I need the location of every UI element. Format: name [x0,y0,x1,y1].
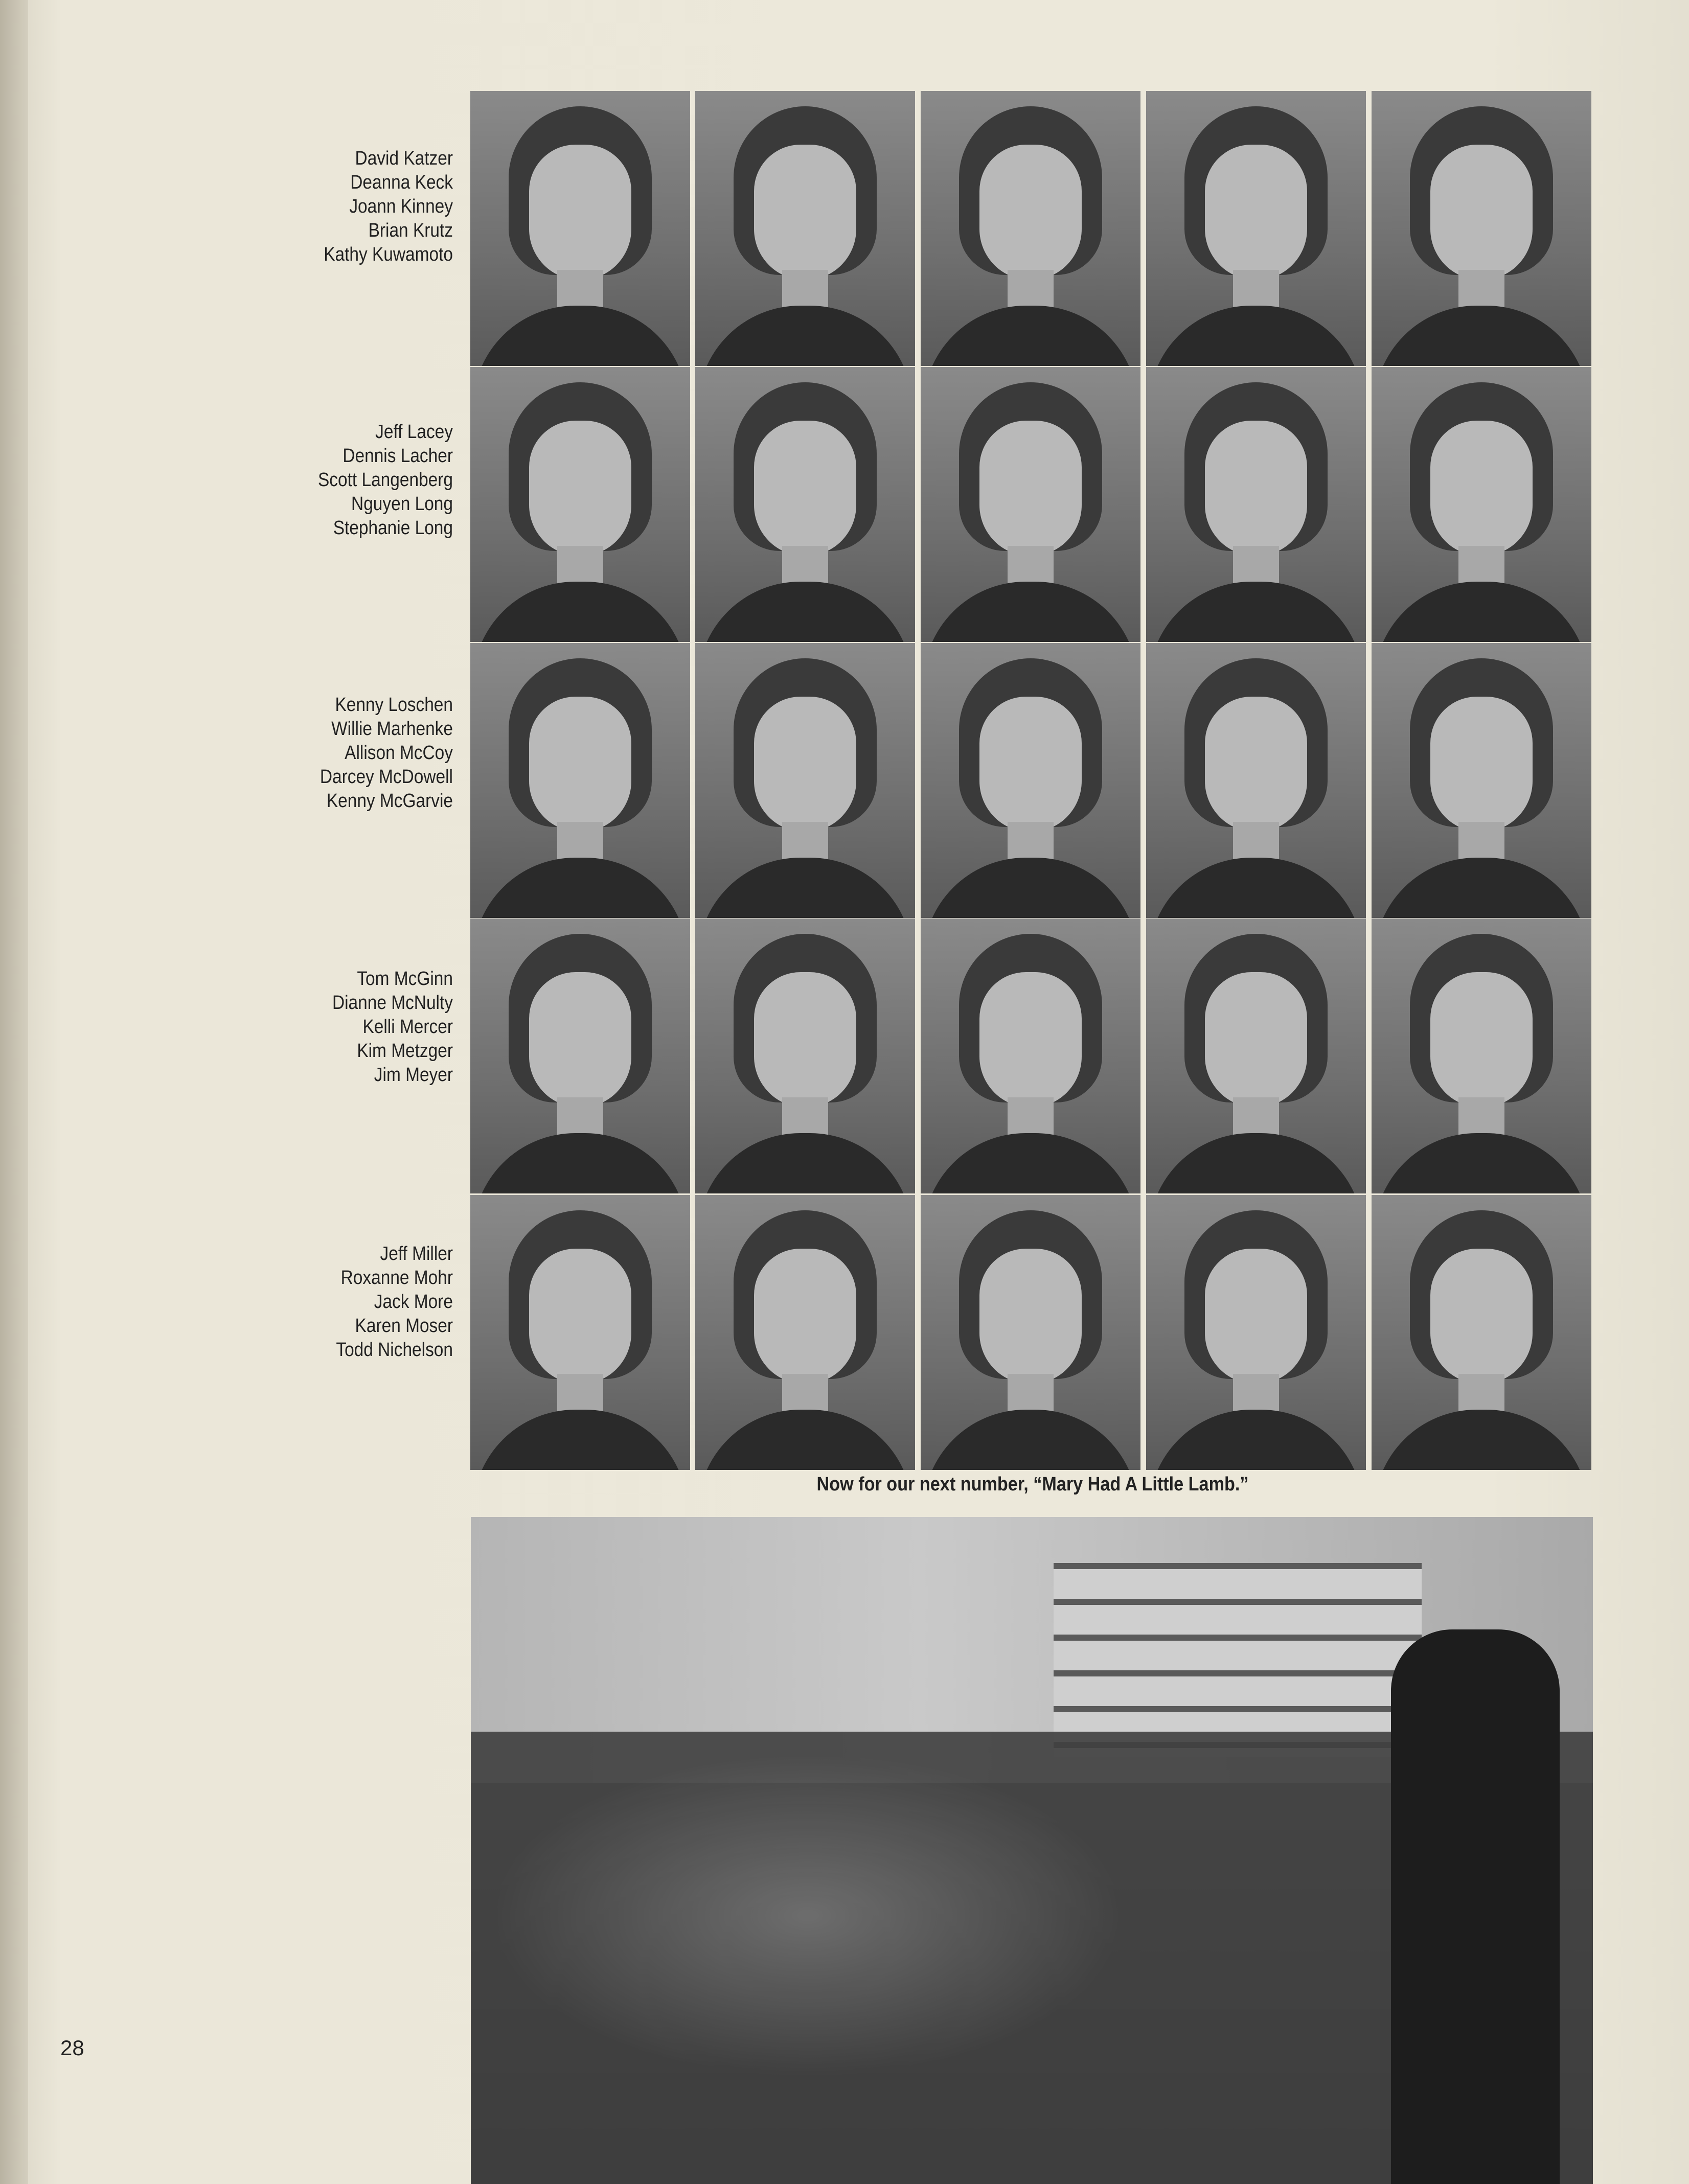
portrait-face [754,145,856,280]
teacher-figure [1391,1629,1560,2184]
student-name: Kim Metzger [357,1040,453,1062]
student-portrait [470,367,690,642]
portrait-face [754,697,856,832]
student-portrait [1146,367,1366,642]
student-name: Kenny Loschen [335,694,453,716]
student-name: Scott Langenberg [317,469,453,491]
student-portrait [470,918,690,1193]
student-name: Todd Nichelson [336,1339,453,1361]
portrait-face [1205,145,1307,280]
row-2-names [138,420,453,540]
portrait-face [754,972,856,1108]
portrait-face [1430,1249,1533,1384]
portrait-face [529,421,631,556]
student-name: Stephanie Long [333,517,453,539]
page-number: 28 [60,2036,84,2060]
student-portrait [1146,643,1366,918]
student-name: Kenny McGarvie [326,790,453,812]
student-name: David Katzer [355,148,453,169]
student-name: Karen Moser [355,1315,453,1337]
portrait-face [979,972,1082,1108]
student-portrait [1372,91,1591,366]
student-name: Tom McGinn [357,968,453,990]
student-portrait [921,643,1140,918]
student-name: Nguyen Long [351,493,453,515]
portrait-face [1205,421,1307,556]
student-portrait [695,1195,915,1470]
student-portrait [695,91,915,366]
student-name: Brian Krutz [368,220,453,241]
student-name: Jeff Miller [380,1243,453,1265]
portrait-face [1205,972,1307,1108]
page-spine-shadow [0,0,28,2184]
student-portrait [1372,1195,1591,1470]
portrait-face [529,145,631,280]
portrait-face [529,1249,631,1384]
student-portrait [695,918,915,1193]
student-name: Deanna Keck [350,172,453,193]
portrait-face [979,145,1082,280]
classroom-shelf [1054,1563,1422,1757]
student-name: Darcey McDowell [319,766,453,788]
portrait-face [1430,697,1533,832]
portrait-face [979,421,1082,556]
portrait-face [1430,972,1533,1108]
row-1-names [138,147,453,267]
row-4-names [138,967,453,1087]
student-name: Kathy Kuwamoto [324,244,453,265]
portrait-face [1205,1249,1307,1384]
portrait-face [754,421,856,556]
portrait-face [754,1249,856,1384]
student-portrait [1146,1195,1366,1470]
student-portrait [695,367,915,642]
row-3-names [138,693,453,813]
student-portrait [1372,918,1591,1193]
student-name: Joann Kinney [349,196,453,217]
student-portrait [921,918,1140,1193]
student-name: Dianne McNulty [332,992,453,1014]
student-portrait [1146,91,1366,366]
student-portrait [921,1195,1140,1470]
portrait-face [529,697,631,832]
student-portrait [470,1195,690,1470]
student-name: Jeff Lacey [375,421,453,443]
student-name: Dennis Lacher [343,445,453,467]
photo-caption: Now for our next number, “Mary Had A Little Lamb.” [816,1474,1249,1495]
student-portrait [921,367,1140,642]
portrait-face [979,1249,1082,1384]
student-portrait [695,643,915,918]
student-portrait [470,91,690,366]
student-name: Allison McCoy [345,742,453,764]
student-name: Kelli Mercer [362,1016,453,1038]
portrait-face [1430,145,1533,280]
student-name: Roxanne Mohr [340,1267,453,1289]
row-5-names [138,1242,453,1362]
portrait-face [1205,697,1307,832]
student-portrait [1372,367,1591,642]
classroom-photo [471,1517,1593,2184]
portrait-face [529,972,631,1108]
student-portrait [921,91,1140,366]
student-portrait [1372,643,1591,918]
portrait-face [979,697,1082,832]
student-name: Jack More [374,1291,453,1313]
student-portrait [1146,918,1366,1193]
student-name: Willie Marhenke [331,718,453,740]
student-portrait [470,643,690,918]
student-name: Jim Meyer [374,1064,453,1086]
portrait-face [1430,421,1533,556]
